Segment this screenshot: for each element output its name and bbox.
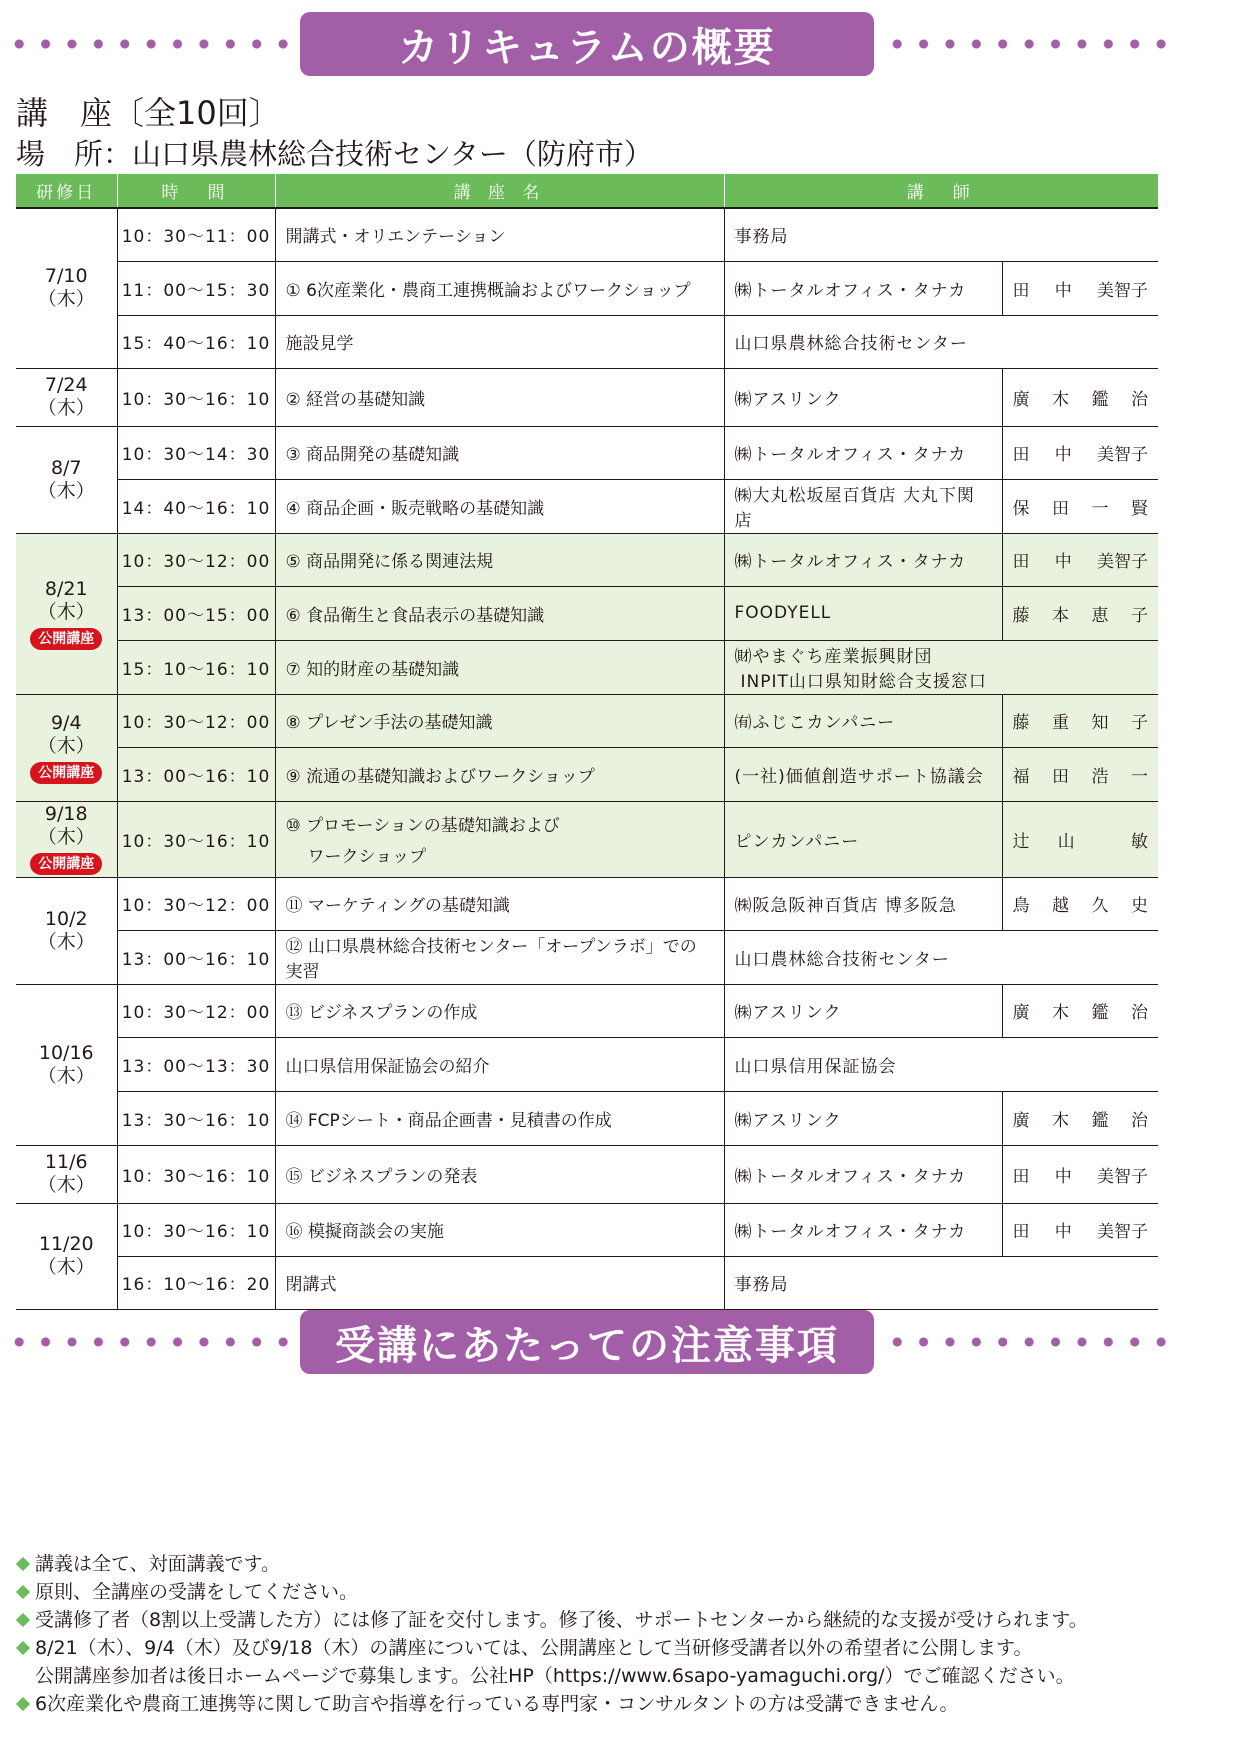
instructor-org: ㈱大丸松坂屋百貨店 大丸下関店 — [734, 486, 975, 531]
time-cell: 11：00～15：30 — [117, 261, 275, 315]
instructor-name-cell — [1002, 479, 1158, 533]
weekday: （木） — [37, 600, 95, 623]
instructor-org: ㈱アスリンク — [734, 1003, 842, 1023]
weekday: （木） — [37, 734, 95, 757]
curriculum-table — [16, 174, 1158, 1310]
instructor-org: ㈱トータルオフィス・タナカ — [734, 1166, 967, 1187]
instructor-org-cell — [724, 1145, 1002, 1203]
instructor-name-part: 廣 — [1012, 389, 1030, 410]
instructor-name-part: 美智子 — [1097, 280, 1148, 301]
instructor-org-cell — [724, 208, 1158, 261]
instructor-name-part: 田 — [1052, 498, 1069, 519]
instructor-org-cell — [724, 694, 1002, 747]
instructor-name-cell — [1002, 1145, 1158, 1203]
public-lecture-badge: 公開講座 — [30, 628, 102, 650]
dot-decoration — [884, 39, 1174, 49]
weekday: （木） — [37, 288, 95, 311]
instructor-name-part: 鑑 — [1091, 1003, 1109, 1023]
table-row — [16, 1091, 1158, 1145]
time-cell: 10：30～14：30 — [117, 426, 275, 479]
instructor-org-cell — [724, 586, 1002, 640]
instructor-name-part: 鑑 — [1091, 389, 1109, 410]
instructor-org-cell — [724, 930, 1158, 984]
instructor-org: ㈱トータルオフィス・タナカ — [734, 280, 967, 301]
course-name-cell — [275, 208, 724, 261]
instructor-name-part: 中 — [1054, 1166, 1072, 1187]
course-name-cell — [275, 261, 724, 315]
course-name-cell — [275, 801, 724, 877]
table-row — [16, 426, 1158, 479]
time-cell: 15：40～16：10 — [117, 315, 275, 368]
instructor-org-cell — [724, 877, 1002, 930]
instructor-org: ㈶やまぐち産業振興財団 — [734, 647, 933, 667]
date: 10/16 — [38, 1041, 94, 1064]
course-name-cell — [275, 984, 724, 1037]
course-name: ① 6次産業化・農商工連携概論およびワークショップ — [285, 280, 691, 301]
instructor-org-cell — [724, 1256, 1158, 1309]
instructor-name-part: 田 — [1012, 445, 1030, 465]
weekday: （木） — [37, 826, 95, 848]
course-name: 閉講式 — [285, 1275, 337, 1295]
instructor-name-part: 中 — [1054, 445, 1072, 465]
course-count: 講 座〔全10回〕 — [16, 94, 281, 132]
date-cell — [16, 533, 117, 694]
instructor-name-cell — [1002, 533, 1158, 586]
diamond-bullet-icon — [16, 1585, 30, 1599]
instructor-org-cell — [724, 1091, 1002, 1145]
instructor-name-part: 藤 — [1012, 605, 1030, 626]
instructor-org: ㈱アスリンク — [734, 389, 842, 410]
instructor-org: 山口農林総合技術センター — [734, 949, 950, 970]
course-name: 施設見学 — [285, 334, 354, 354]
table-row — [16, 315, 1158, 368]
time-cell: 10：30～11：00 — [117, 208, 275, 261]
course-name-cell — [275, 877, 724, 930]
instructor-name-cell — [1002, 801, 1158, 877]
time-cell: 10：30～12：00 — [117, 694, 275, 747]
note-item: 8/21（木）、9/4（木）及び9/18（木）の講座については、公開講座として当研修受講者以外の希望者に公開します。 — [16, 1634, 1216, 1662]
instructor-name-part: 中 — [1054, 1222, 1072, 1242]
time-cell: 13：00～16：10 — [117, 930, 275, 984]
time-cell: 15：10～16：10 — [117, 640, 275, 694]
instructor-name-part: 美智子 — [1097, 552, 1148, 572]
table-row — [16, 586, 1158, 640]
curriculum-title: カリキュラムの概要 — [300, 12, 874, 76]
instructor-name-cell — [1002, 261, 1158, 315]
table-row — [16, 533, 1158, 586]
instructor-name-part: 鑑 — [1091, 1110, 1109, 1131]
course-name-cell — [275, 1256, 724, 1309]
course-name: ⑦ 知的財産の基礎知識 — [285, 659, 460, 680]
weekday: （木） — [37, 1064, 95, 1087]
weekday: （木） — [37, 479, 95, 502]
table-row — [16, 877, 1158, 930]
instructor-name-cell — [1002, 368, 1158, 426]
instructor-org: ㈱トータルオフィス・タナカ — [734, 1222, 967, 1242]
table-row — [16, 208, 1158, 261]
course-name: 開講式・オリエンテーション — [285, 227, 506, 248]
date: 9/4 — [50, 711, 82, 734]
weekday: （木） — [37, 1174, 95, 1196]
course-name: ⑧ プレゼン手法の基礎知識 — [285, 713, 493, 733]
instructor-name-part: 木 — [1052, 389, 1069, 410]
instructor-name-part: 鳥 — [1012, 896, 1030, 916]
instructor-name-part: 辻 — [1012, 831, 1030, 852]
course-name-cell — [275, 747, 724, 801]
course-name-cell — [275, 315, 724, 368]
instructor-org: ㈱トータルオフィス・タナカ — [734, 552, 967, 572]
instructor-name-part: 美智子 — [1097, 1222, 1148, 1242]
course-name-cell — [275, 479, 724, 533]
instructor-org-cell — [724, 1203, 1002, 1256]
instructor-org: 山口県信用保証協会 — [734, 1056, 897, 1077]
instructor-name-part: 久 — [1091, 896, 1109, 916]
date-cell — [16, 368, 117, 426]
time-cell: 10：30～12：00 — [117, 533, 275, 586]
time-cell: 14：40～16：10 — [117, 479, 275, 533]
diamond-bullet-icon — [16, 1641, 30, 1655]
time-cell: 13：30～16：10 — [117, 1091, 275, 1145]
date-cell — [16, 984, 117, 1145]
instructor-name-part: 保 — [1012, 498, 1030, 519]
course-name-cell — [275, 694, 724, 747]
instructor-name-cell — [1002, 1091, 1158, 1145]
weekday: （木） — [37, 1256, 95, 1278]
date: 9/18 — [44, 803, 88, 825]
course-name: ⑬ ビジネスプランの作成 — [285, 1003, 478, 1023]
course-name-line2: ワークショップ — [307, 847, 427, 867]
date-cell — [16, 208, 117, 368]
date: 10/2 — [44, 907, 88, 930]
instructor-org: 山口県農林総合技術センター — [734, 334, 968, 354]
table-row — [16, 1037, 1158, 1091]
time-cell: 10：30～16：10 — [117, 368, 275, 426]
time-cell: 13：00～15：00 — [117, 586, 275, 640]
diamond-bullet-icon — [16, 1557, 30, 1571]
instructor-name-part: 重 — [1052, 713, 1069, 733]
table-row — [16, 984, 1158, 1037]
instructor-name-part: 知 — [1091, 713, 1109, 733]
instructor-name-part: 一 — [1091, 498, 1109, 519]
instructor-name-part: 山 — [1057, 831, 1075, 852]
course-name-cell — [275, 640, 724, 694]
dot-decoration — [884, 1337, 1174, 1347]
course-name: 山口県信用保証協会の紹介 — [285, 1056, 490, 1077]
instructor-name-part: 子 — [1131, 605, 1148, 626]
course-name-cell — [275, 1203, 724, 1256]
instructor-name-part: 子 — [1131, 713, 1148, 733]
instructor-org: 事務局 — [734, 227, 789, 248]
instructor-name-part: 田 — [1052, 766, 1069, 787]
instructor-org: 事務局 — [734, 1275, 789, 1295]
course-name-cell — [275, 426, 724, 479]
note-item: 講義は全て、対面講義です。 — [16, 1550, 1216, 1578]
table-row — [16, 694, 1158, 747]
instructor-name-cell — [1002, 1203, 1158, 1256]
instructor-name-part: 治 — [1131, 389, 1148, 410]
instructor-org-cell — [724, 1037, 1158, 1091]
instructor-org-cell — [724, 261, 1002, 315]
instructor-name-part: 美智子 — [1097, 1166, 1148, 1187]
instructor-org: FOODYELL — [734, 603, 832, 623]
instructor-name-part: 史 — [1131, 896, 1148, 916]
table-row — [16, 261, 1158, 315]
instructor-name-part: 田 — [1012, 1222, 1030, 1242]
instructor-name-part: 治 — [1131, 1110, 1148, 1131]
instructor-name-cell — [1002, 694, 1158, 747]
public-lecture-badge: 公開講座 — [30, 853, 102, 875]
instructor-name-part: 本 — [1052, 605, 1069, 626]
instructor-name-part: 田 — [1012, 1166, 1030, 1187]
weekday: （木） — [37, 397, 95, 419]
diamond-bullet-icon — [16, 1613, 30, 1627]
time-cell: 13：00～13：30 — [117, 1037, 275, 1091]
instructor-name-cell — [1002, 586, 1158, 640]
course-name-cell — [275, 533, 724, 586]
instructor-name-part: 中 — [1054, 552, 1072, 572]
instructor-org-cell — [724, 640, 1158, 694]
instructor-name-part: 美智子 — [1097, 445, 1148, 465]
course-name: ③ 商品開発の基礎知識 — [285, 445, 460, 465]
course-name: ⑫ 山口県農林総合技術センター「オープンラボ」での実習 — [285, 937, 697, 982]
instructor-name-part: 福 — [1012, 766, 1030, 787]
course-name: ⑮ ビジネスプランの発表 — [285, 1166, 478, 1187]
diamond-bullet-icon — [16, 1697, 30, 1711]
instructor-org-cell — [724, 747, 1002, 801]
notes-list — [16, 1550, 1216, 1718]
instructor-org-cell — [724, 368, 1002, 426]
table-row — [16, 801, 1158, 877]
instructor-org: ピンカンパニー — [734, 831, 860, 852]
instructor-name-part: 藤 — [1012, 713, 1030, 733]
date: 8/7 — [50, 456, 82, 479]
instructor-org: ㈱アスリンク — [734, 1110, 842, 1131]
course-name-cell — [275, 930, 724, 984]
table-row — [16, 368, 1158, 426]
instructor-org-cell — [724, 801, 1002, 877]
instructor-name-cell — [1002, 426, 1158, 479]
column-header: 時 間 — [117, 174, 275, 208]
instructor-name-part: 中 — [1054, 280, 1072, 301]
note-item: 原則、全講座の受講をしてください。 — [16, 1578, 1216, 1606]
instructor-org-line2: INPIT山口県知財総合支援窓口 — [740, 672, 987, 692]
instructor-org-cell — [724, 479, 1002, 533]
course-name-cell — [275, 1145, 724, 1203]
dot-decoration — [6, 39, 292, 49]
instructor-org: ㈱トータルオフィス・タナカ — [734, 445, 967, 465]
note-item: 6次産業化や農商工連携等に関して助言や指導を行っている専門家・コンサルタントの方は受講できません。 — [16, 1690, 1216, 1718]
date: 7/10 — [44, 265, 88, 288]
notes-header — [0, 1310, 1240, 1374]
instructor-org-cell — [724, 984, 1002, 1037]
instructor-org: ㈱阪急阪神百貨店 博多阪急 — [734, 896, 957, 916]
instructor-org-cell — [724, 315, 1158, 368]
note-item-continuation: 公開講座参加者は後日ホームページで募集します。公社HP（https://www.6sapo-yamaguchi.org/）でご確認ください。 — [35, 1665, 1075, 1687]
course-name: ⑤ 商品開発に係る関連法規 — [285, 552, 494, 572]
instructor-name-part: 浩 — [1091, 766, 1109, 787]
course-name: ⑩ プロモーションの基礎知識および — [285, 816, 560, 836]
time-cell: 13：00～16：10 — [117, 747, 275, 801]
instructor-name-part: 越 — [1052, 896, 1069, 916]
date-cell — [16, 801, 117, 877]
instructor-name-part: 田 — [1012, 552, 1030, 572]
course-name: ⑥ 食品衛生と食品表示の基礎知識 — [285, 605, 545, 626]
course-name: ⑨ 流通の基礎知識およびワークショップ — [285, 766, 595, 787]
curriculum-header — [0, 12, 1240, 76]
course-name: ⑯ 模擬商談会の実施 — [285, 1222, 444, 1242]
date: 7/24 — [44, 374, 88, 396]
table-row — [16, 479, 1158, 533]
public-lecture-badge: 公開講座 — [30, 762, 102, 784]
time-cell: 10：30～12：00 — [117, 877, 275, 930]
table-row — [16, 1145, 1158, 1203]
instructor-org: (一社)価値創造サポート協議会 — [734, 766, 984, 787]
table-row — [16, 747, 1158, 801]
instructor-name-part: 治 — [1131, 1003, 1148, 1023]
dot-decoration — [6, 1337, 292, 1347]
instructor-name-cell — [1002, 984, 1158, 1037]
instructor-name-part: 賢 — [1131, 498, 1148, 519]
time-cell: 16：10～16：20 — [117, 1256, 275, 1309]
instructor-name-part: 廣 — [1012, 1110, 1030, 1131]
notes-title: 受講にあたっての注意事項 — [300, 1310, 874, 1374]
weekday: （木） — [37, 930, 95, 953]
course-name-cell — [275, 1037, 724, 1091]
course-name: ② 経営の基礎知識 — [285, 389, 426, 410]
table-row — [16, 1203, 1158, 1256]
instructor-name-cell — [1002, 877, 1158, 930]
instructor-name-part: 敏 — [1130, 831, 1148, 852]
instructor-org-cell — [724, 533, 1002, 586]
column-header: 研修日 — [16, 174, 117, 208]
instructor-name-part: 木 — [1052, 1003, 1069, 1023]
table-row — [16, 930, 1158, 984]
note-item: 受講修了者（8割以上受講した方）には修了証を交付します。修了後、サポートセンターから継続的な支援が受けられます。 — [16, 1606, 1216, 1634]
instructor-name-part: 廣 — [1012, 1003, 1030, 1023]
time-cell: 10：30～16：10 — [117, 1203, 275, 1256]
instructor-org: ㈲ふじこカンパニー — [734, 713, 896, 733]
time-cell: 10：30～12：00 — [117, 984, 275, 1037]
instructor-name-part: 一 — [1131, 766, 1148, 787]
instructor-org-cell — [724, 426, 1002, 479]
instructor-name-part: 田 — [1012, 280, 1030, 301]
table-row — [16, 640, 1158, 694]
instructor-name-part: 木 — [1052, 1110, 1069, 1131]
instructor-name-part: 恵 — [1091, 605, 1109, 626]
venue: 場 所：山口県農林総合技術センター（防府市） — [16, 137, 653, 171]
course-name: ⑪ マーケティングの基礎知識 — [285, 896, 510, 916]
date: 11/20 — [38, 1233, 94, 1255]
date-cell — [16, 1203, 117, 1309]
course-name-cell — [275, 1091, 724, 1145]
date: 11/6 — [44, 1151, 88, 1173]
date-cell — [16, 1145, 117, 1203]
course-name: ④ 商品企画・販売戦略の基礎知識 — [285, 498, 545, 519]
course-name-cell — [275, 368, 724, 426]
instructor-name-cell — [1002, 747, 1158, 801]
course-name-cell — [275, 586, 724, 640]
course-name: ⑭ FCPシート・商品企画書・見積書の作成 — [285, 1110, 612, 1131]
column-header: 講 師 — [724, 174, 1158, 208]
date-cell — [16, 877, 117, 984]
table-row — [16, 1256, 1158, 1309]
date-cell — [16, 694, 117, 801]
time-cell: 10：30～16：10 — [117, 1145, 275, 1203]
column-header: 講 座 名 — [275, 174, 724, 208]
date-cell — [16, 426, 117, 533]
date: 8/21 — [44, 577, 88, 600]
time-cell: 10：30～16：10 — [117, 801, 275, 877]
table-header-row — [16, 174, 1158, 208]
